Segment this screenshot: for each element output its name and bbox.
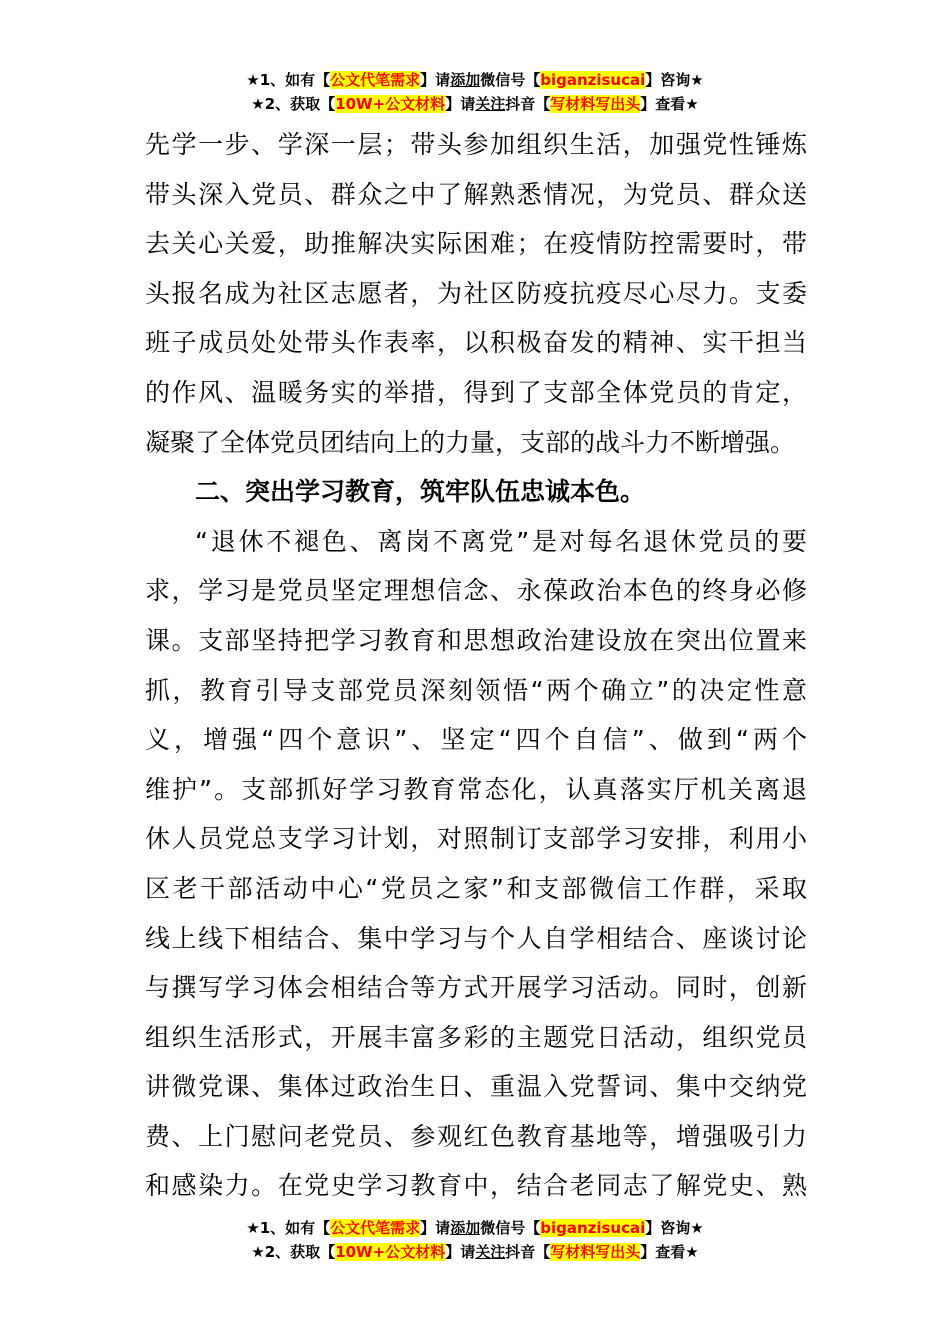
banner-line-2: ★2、获取【10W+公文材料】请关注抖音【写材料写出头】查看★	[251, 95, 699, 113]
banner-line-1: ★1、如有【公文代笔需求】请添加微信号【biganzisucai】咨询★	[246, 71, 704, 89]
banner-highlight: 公文代笔需求	[330, 71, 421, 89]
banner-highlight: 10W+公文材料	[335, 95, 446, 113]
text-line: 费、上门慰问老党员、参观红色教育基地等，增强吸引力	[145, 1121, 807, 1151]
text-line: 带头深入党员、群众之中了解熟悉情况，为党员、群众送	[145, 179, 807, 209]
banner-line-2: ★2、获取【10W+公文材料】请关注抖音【写材料写出头】查看★	[251, 1243, 699, 1261]
text-line: 与撰写学习体会相结合等方式开展学习活动。同时，创新	[145, 973, 807, 1003]
banner-douyin-id: 写材料写出头	[550, 1243, 641, 1261]
text-line: 凝聚了全体党员团结向上的力量，支部的战斗力不断增强。	[145, 427, 796, 457]
text-line: 先学一步、学深一层；带头参加组织生活，加强党性锤炼	[145, 130, 807, 159]
banner-highlight: 公文代笔需求	[330, 1219, 421, 1237]
text-line: 维护”。支部抓好学习教育常态化，认真落实厅机关离退	[145, 774, 807, 804]
banner-wechat-id: biganzisucai	[540, 1219, 646, 1237]
text-line: 班子成员处处带头作表率，以积极奋发的精神、实干担当	[145, 328, 807, 358]
banner-wechat-id: biganzisucai	[540, 71, 646, 89]
text-line: 去关心关爱，助推解决实际困难；在疫情防控需要时，带	[145, 229, 807, 259]
text-line: 头报名成为社区志愿者，为社区防疫抗疫尽心尽力。支委	[145, 278, 807, 308]
text-line: 义，增强“四个意识”、坚定“四个自信”、做到“两个	[145, 725, 807, 755]
text-line: 区老干部活动中心“党员之家”和支部微信工作群，采取	[145, 873, 807, 903]
banner-line-1: ★1、如有【公文代笔需求】请添加微信号【biganzisucai】咨询★	[246, 1219, 704, 1237]
text-line: 休人员党总支学习计划，对照制订支部学习安排，利用小	[145, 824, 807, 854]
text-line: 课。支部坚持把学习教育和思想政治建设放在突出位置来	[145, 625, 807, 655]
document-body	[145, 120, 807, 1211]
text-line: 线上线下相结合、集中学习与个人自学相结合、座谈讨论	[145, 923, 807, 953]
header-banner	[0, 68, 950, 116]
text-line: 讲微党课、集体过政治生日、重温入党誓词、集中交纳党	[145, 1072, 807, 1102]
text-line: “退休不褪色、离岗不离党”是对每名退休党员的要	[195, 526, 807, 556]
text-line: 组织生活形式，开展丰富多彩的主题党日活动，组织党员	[145, 1022, 807, 1052]
text-line: 的作风、温暖务实的举措，得到了支部全体党员的肯定，	[145, 377, 807, 407]
banner-douyin-id: 写材料写出头	[550, 95, 641, 113]
footer-banner	[0, 1216, 950, 1264]
section-heading: 二、突出学习教育，筑牢队伍忠诚本色。	[195, 477, 646, 507]
banner-highlight: 10W+公文材料	[335, 1243, 446, 1261]
text-line: 抓，教育引导支部党员深刻领悟“两个确立”的决定性意	[145, 675, 807, 705]
text-line: 和感染力。在党史学习教育中，结合老同志了解党史、熟	[145, 1171, 807, 1201]
text-line: 求，学习是党员坚定理想信念、永葆政治本色的终身必修	[145, 576, 807, 606]
